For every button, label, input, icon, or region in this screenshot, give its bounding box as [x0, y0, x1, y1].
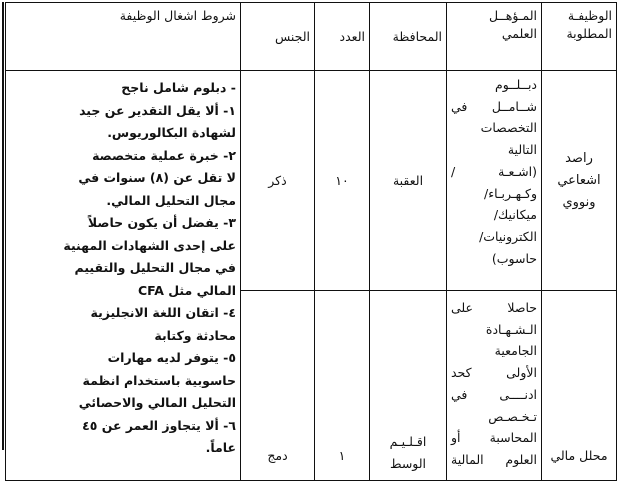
condition-line: ٢- خبرة عملية متخصصة [92, 147, 236, 163]
qualification-line: شــامــل في [451, 98, 537, 114]
cell-qualification [447, 291, 542, 481]
cell-qualification [447, 71, 542, 291]
cell-gender: ذكر [241, 71, 315, 291]
cell-governorate: اقـلـيـم الوسط [370, 291, 447, 481]
condition-line: في مجال التحليل والتقييم [74, 260, 236, 275]
qualification-line: التخصصات [480, 120, 537, 136]
condition-line: ٣- يفضل أن يكون حاصلاً [87, 215, 236, 230]
cell-gender: دمج [241, 291, 315, 481]
qualification-line: تـخـصـص [488, 408, 537, 424]
cell-count: ١ [315, 291, 370, 481]
qualification-line: الكترونيات/ [479, 228, 537, 244]
page-border-line [2, 2, 4, 450]
qualification-line: حاسوب) [491, 250, 537, 266]
cell-count: ١٠ [315, 71, 370, 291]
condition-line: المالي مثل CFA [137, 282, 236, 298]
header-conditions: شروط اشغال الوظيفة [6, 3, 241, 71]
cell-conditions [6, 71, 241, 481]
header-qualification: المـؤهــل العلمي [447, 3, 542, 71]
qualification-line: المحاسبة أو [451, 430, 537, 446]
qualification-line: ميكانيك/ [493, 207, 537, 223]
qualification-line: ادنــــى في [451, 386, 537, 402]
condition-line: لا تقل عن (٨) سنوات في [78, 170, 236, 185]
table-row [6, 71, 617, 291]
cell-governorate: العقبة [370, 71, 447, 291]
qualification-line: الـشـهـادة [485, 321, 537, 337]
qualification-line: العلوم المالية [451, 451, 537, 467]
condition-line: عاماً. [205, 440, 236, 455]
condition-line: ١- ألا يقل التقدير عن جيد [79, 102, 236, 118]
qualification-line: وكـهـربـاء/ [483, 185, 537, 201]
condition-line: على إحدى الشهادات المهنية [63, 237, 236, 253]
job-vacancies-table [5, 2, 617, 481]
condition-line: ٥- يتوفر لديه مهارات [107, 350, 236, 365]
header-governorate: المحافظة [370, 3, 447, 71]
condition-line: - دبلوم شامل ناجح [121, 80, 236, 95]
qualification-line: حاصلا على [451, 300, 537, 315]
qualification-line: الأولى كحد [451, 365, 537, 381]
cell-job: راصد اشعاعي ونووي [542, 71, 617, 291]
condition-line: التحليل المالي والاحصائي [78, 395, 236, 410]
condition-line: لشهادة البكالوريوس. [107, 125, 236, 140]
condition-line: ٦- ألا يتجاوز العمر عن ٤٥ [82, 417, 236, 433]
qualification-line: التالية [507, 142, 537, 158]
condition-line: محادثة وكتابة [154, 327, 236, 343]
qualification-line: الجامعية [494, 343, 537, 359]
qualification-line: (اشـعـة / [451, 163, 537, 179]
table-header-row [6, 3, 617, 71]
header-gender: الجنس [241, 3, 315, 71]
header-job: الوظيفـة المطلوبة [542, 3, 617, 71]
header-count: العدد [315, 3, 370, 71]
qualification-line: دبــلــوم [494, 77, 537, 92]
cell-job: محلل مالي [542, 291, 617, 481]
condition-line: حاسوبية باستخدام انظمة [82, 372, 236, 388]
condition-line: ٤- اتقان اللغة الانجليزية [90, 305, 236, 320]
condition-line: مجال التحليل المالي. [106, 192, 236, 208]
